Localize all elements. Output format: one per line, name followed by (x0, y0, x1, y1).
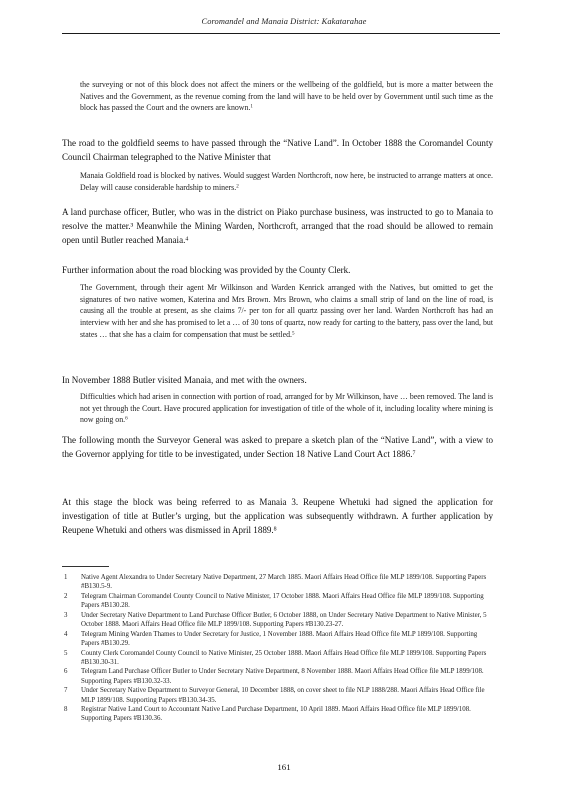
footnote-number: 5 (64, 649, 68, 657)
footnote-text: Native Agent Alexandra to Under Secretary Native Department, 27 March 1885. Maori Affairs Head Office file MLP 1899/108. Supporting Papers #B130.5-9. (81, 574, 487, 591)
block-quote-1 (80, 79, 493, 114)
paragraph-3 (62, 263, 493, 277)
block-text: Further information about the road blocking was provided by the County Clerk. (62, 265, 351, 275)
block-text: A land purchase officer, Butler, who was in the district on Piako purchase business, was instructed to go to Manaia to resolve the matter.³ Meanwhile the Mining Warden, Northcroft, arranged that the road should be allowed to remain open until Butler reached Manaia. (62, 207, 493, 246)
block-quote-2 (80, 170, 493, 193)
page-number: 161 (277, 762, 291, 772)
block-text: In November 1888 Butler visited Manaia, and met with the owners. (62, 375, 307, 385)
paragraph-1 (62, 136, 493, 164)
note-ref: 8 (273, 526, 277, 533)
footnote-text: Telegram Mining Warden Thames to Under Secretary for Justice, 1 November 1888. Maori Affairs Head Office file MLP 1899/108. Supporting Papers #B130.29. (81, 630, 478, 647)
footnotes (62, 573, 494, 724)
footnote (62, 611, 494, 630)
block-text: The following month the Surveyor General was asked to prepare a sketch plan of the “Native Land”, with a view to the Governor applying for title to be investigated, under Section 18 Native Land Court Act 1886. (62, 435, 493, 460)
footnote (62, 592, 494, 611)
block-text: At this stage the block was being referred to as Manaia 3. Reupene Whetuki had signed the application for investigation of title at Butler’s urging, but the application was subsequently withdrawn. A further application by Reupene Whetuki and others was dismissed in April 1889. (62, 497, 493, 536)
footnote (62, 705, 494, 724)
block-text: the surveying or not of this block does not affect the miners or the wellbeing of the goldfield, but is more a matter between the Natives and the Government, as the revenue coming from the land will have to be held over by Government until such time as the block has passed the Court and the owners are known. (80, 80, 493, 113)
footnote-number: 8 (64, 706, 68, 714)
footnote-text: Under Secretary Native Department to Land Purchase Officer Butler, 6 October 1888, on Under Secretary Native Department to Native Minister, 5 October 1888. Maori Affairs Head Office file MLP 1899/108. Supporting Papers #B130.23-27. (81, 611, 487, 629)
footnote (62, 630, 494, 649)
note-ref: 7 (412, 450, 416, 457)
block-text: Manaia Goldfield road is blocked by natives. Would suggest Warden Northcroft, now here, be instructed to arrange matters at once. Delay will cause considerable hardship to miners. (80, 171, 493, 192)
paragraph-4 (62, 373, 493, 387)
footnote (62, 649, 494, 668)
footnote (62, 667, 494, 686)
footnote-text: Under Secretary Native Department to Surveyor General, 10 December 1888, on cover sheet to file NLP 1888/288. Maori Affairs Head Office file MLP 1899/108. Supporting Papers #B130.34-35. (81, 687, 485, 704)
footnote-number: 6 (64, 668, 68, 676)
footnote-number: 1 (64, 574, 68, 581)
paragraph-6 (62, 495, 493, 538)
footnote-number: 7 (64, 687, 68, 695)
footnote-text: Telegram Chairman Coromandel County Council to Native Minister, 17 October 1888. Maori Affairs Head Office file MLP 1899/108. Supporting Papers #B130.28. (81, 592, 484, 610)
header-rule (62, 33, 500, 34)
paragraph-2 (62, 205, 493, 248)
footnote-rule (62, 566, 109, 567)
block-text: The road to the goldfield seems to have passed through the “Native Land”. In October 1888 the Coromandel County Council Chairman telegraphed to the Native Minister that (62, 138, 493, 163)
footnote-text: Telegram Land Purchase Officer Butler to Under Secretary Native Department, 8 November 1888. Maori Affairs Head Office file MLP 1899/108. Supporting Papers #B130.32-33. (81, 668, 484, 685)
footnote-number: 2 (64, 592, 68, 600)
block-quote-3 (80, 282, 493, 341)
footnote-text: Registrar Native Land Court to Accountant Native Land Purchase Department, 10 April 1889. Maori Affairs Head Office file MLP 1899/108. Supporting Papers #B130.36. (81, 706, 471, 723)
footnote (62, 573, 494, 592)
footnote-number: 3 (64, 611, 68, 619)
note-ref: 1 (250, 104, 253, 111)
note-ref: 2 (236, 183, 239, 190)
paragraph-5 (62, 433, 493, 461)
block-text: Difficulties which had arisen in connection with portion of road, arranged for by Mr Wilkinson, have … been removed. The land is not yet through the Court. Have procured application for investigation of title of the whole of it, including locality where mining is now going on. (80, 392, 493, 425)
running-header: Coromandel and Manaia District: Kakatarahae (201, 17, 367, 26)
footnote-number: 4 (64, 630, 68, 638)
footnote-text: County Clerk Coromandel County Council to Native Minister, 25 October 1888. Maori Affairs Head Office file MLP 1899/108. Supporting Papers #B130.30-31. (81, 649, 487, 666)
note-ref: 5 (291, 330, 295, 337)
block-text: The Government, through their agent Mr Wilkinson and Warden Kenrick arranged with the Natives, but omitted to get the signatures of two native women, Katerina and Mrs Brown. Mrs Brown, who claims a small strip of land on the line of road, is causing all the trouble at present, as she claims 7/- per ton for all quartz passing over her land. Warden Northcroft has had an interview with her and she has promised to let a … of 30 tons of quartz, now ready for carting to the battery, pass over the land, but states … that she has a claim for compensation that must be settled. (80, 283, 493, 339)
block-quote-4 (80, 391, 493, 426)
note-ref: 4 (185, 236, 189, 243)
footnote (62, 686, 494, 705)
note-ref: 6 (125, 416, 128, 423)
